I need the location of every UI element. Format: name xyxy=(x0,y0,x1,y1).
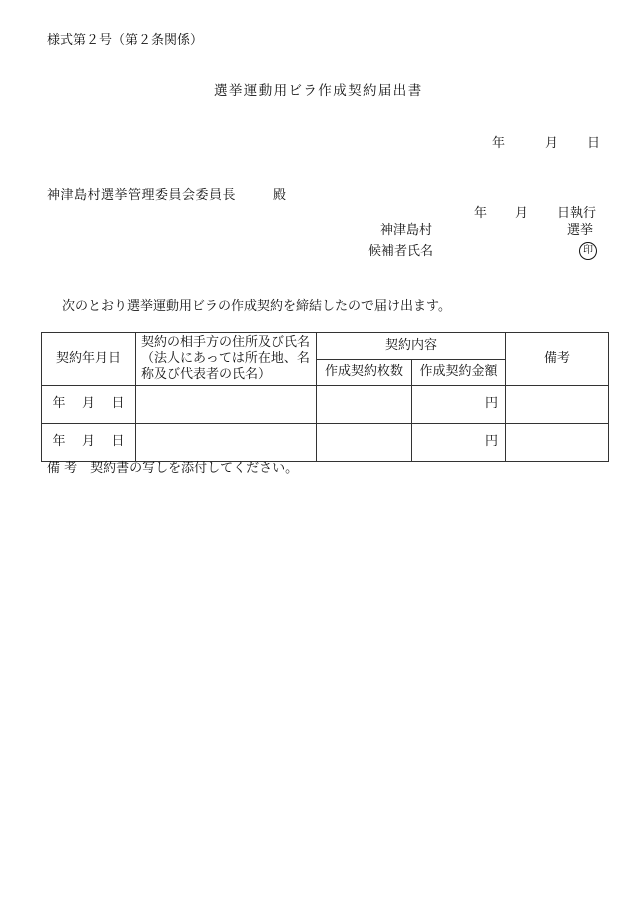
submission-month-label: 月 xyxy=(545,136,559,151)
remark-note: 備 考 契約書の写しを添付してください。 xyxy=(47,461,299,476)
header-counterparty: 契約の相手方の住所及び氏名（法人にあっては所在地、名称及び代表者の氏名） xyxy=(136,333,317,386)
addressee-honorific: 殿 xyxy=(273,188,287,203)
addressee-name: 神津島村選挙管理委員会委員長 xyxy=(47,188,237,203)
row-counterparty-cell[interactable] xyxy=(136,423,317,461)
row-year-label: 年 xyxy=(52,396,66,412)
header-remarks: 備考 xyxy=(506,333,609,386)
election-day-executed-label: 日執行 xyxy=(557,206,597,221)
row-counterparty-cell[interactable] xyxy=(136,385,317,423)
row-date-cell[interactable] xyxy=(42,423,136,461)
village-name: 神津島村 xyxy=(380,223,433,238)
row-day-label: 日 xyxy=(111,434,125,450)
row-day-label: 日 xyxy=(111,396,125,412)
row-amount-cell[interactable] xyxy=(412,423,506,461)
row-date-cell[interactable] xyxy=(42,385,136,423)
table-row xyxy=(42,423,609,461)
row-year-label: 年 xyxy=(52,434,66,450)
header-contract-date: 契約年月日 xyxy=(42,333,136,386)
row-quantity-cell[interactable] xyxy=(317,423,412,461)
header-quantity: 作成契約枚数 xyxy=(317,359,412,385)
row-amount-cell[interactable] xyxy=(412,385,506,423)
row-remarks-cell[interactable] xyxy=(506,423,609,461)
yen-unit-label: 円 xyxy=(485,396,499,412)
election-year-label: 年 xyxy=(474,206,488,221)
contract-table xyxy=(41,332,609,462)
form-number: 様式第２号（第２条関係） xyxy=(47,33,204,48)
election-label: 選挙 xyxy=(567,223,594,238)
table-row xyxy=(42,385,609,423)
submission-year-label: 年 xyxy=(492,136,506,151)
seal-mark: 印 xyxy=(579,242,597,260)
election-month-label: 月 xyxy=(515,206,529,221)
yen-unit-label: 円 xyxy=(485,434,499,450)
statement-text: 次のとおり選挙運動用ビラの作成契約を締結したので届け出ます。 xyxy=(62,299,451,314)
row-remarks-cell[interactable] xyxy=(506,385,609,423)
row-quantity-cell[interactable] xyxy=(317,385,412,423)
header-amount: 作成契約金額 xyxy=(412,359,506,385)
candidate-name-label: 候補者氏名 xyxy=(368,244,434,259)
document-title: 選挙運動用ビラ作成契約届出書 xyxy=(214,83,423,99)
row-month-label: 月 xyxy=(81,396,95,412)
table-header-row xyxy=(42,333,609,360)
row-month-label: 月 xyxy=(81,434,95,450)
header-contract-content: 契約内容 xyxy=(317,333,506,360)
submission-day-label: 日 xyxy=(587,136,601,151)
